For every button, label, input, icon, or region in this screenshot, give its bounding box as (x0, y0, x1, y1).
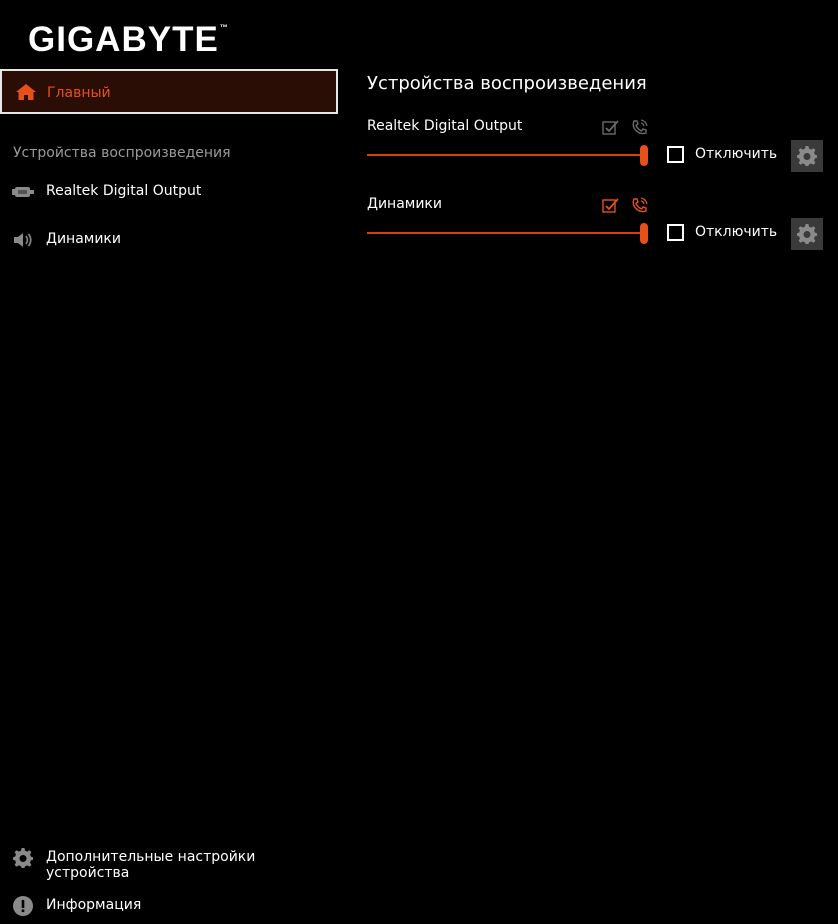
device-settings-button[interactable] (791, 218, 823, 250)
sidebar-item-home[interactable] (0, 69, 338, 114)
gear-icon (13, 848, 33, 868)
device-settings-button[interactable] (791, 140, 823, 172)
device-row-realtek-digital-output (367, 118, 827, 188)
sidebar-item-home-label: Главный (47, 85, 111, 101)
sidebar-item-realtek-digital-output[interactable] (0, 172, 338, 212)
sidebar-item-label: Информация (46, 897, 142, 913)
default-device-check-icon[interactable] (602, 119, 619, 135)
page-title: Устройства воспроизведения (367, 73, 647, 94)
default-communication-phone-icon[interactable] (631, 119, 648, 136)
home-icon (15, 83, 37, 101)
volume-slider-track[interactable] (367, 232, 641, 234)
volume-slider-track[interactable] (367, 154, 641, 156)
sidebar-section-label: Устройства воспроизведения (13, 145, 231, 161)
mute-checkbox[interactable] (667, 146, 684, 163)
logo-text: GIGABYTE (28, 20, 219, 59)
gear-icon (797, 146, 817, 166)
gigabyte-logo (28, 22, 229, 57)
default-device-check-icon[interactable] (602, 197, 619, 213)
device-name: Динамики (367, 196, 442, 212)
sidebar-item-information[interactable] (0, 888, 338, 924)
gear-icon (797, 224, 817, 244)
mute-checkbox[interactable] (667, 224, 684, 241)
sidebar-item-advanced-device-settings[interactable] (0, 840, 338, 881)
mute-checkbox-label[interactable]: Отключить (695, 224, 778, 240)
volume-slider-thumb[interactable] (640, 145, 648, 166)
default-communication-phone-icon[interactable] (631, 197, 648, 214)
sidebar-item-label: Дополнительные настройки устройства (46, 849, 256, 881)
sidebar-item-label: Динамики (46, 231, 121, 247)
device-row-speakers (367, 196, 827, 266)
speaker-icon (12, 231, 36, 249)
info-icon (13, 896, 33, 916)
mute-checkbox-label[interactable]: Отключить (695, 146, 778, 162)
sidebar-item-label: Realtek Digital Output (46, 183, 202, 199)
volume-slider-thumb[interactable] (640, 223, 648, 244)
sidebar-item-speakers[interactable] (0, 220, 338, 260)
device-name: Realtek Digital Output (367, 118, 523, 134)
digital-output-icon (12, 183, 36, 201)
logo-trademark: ™ (219, 23, 229, 32)
